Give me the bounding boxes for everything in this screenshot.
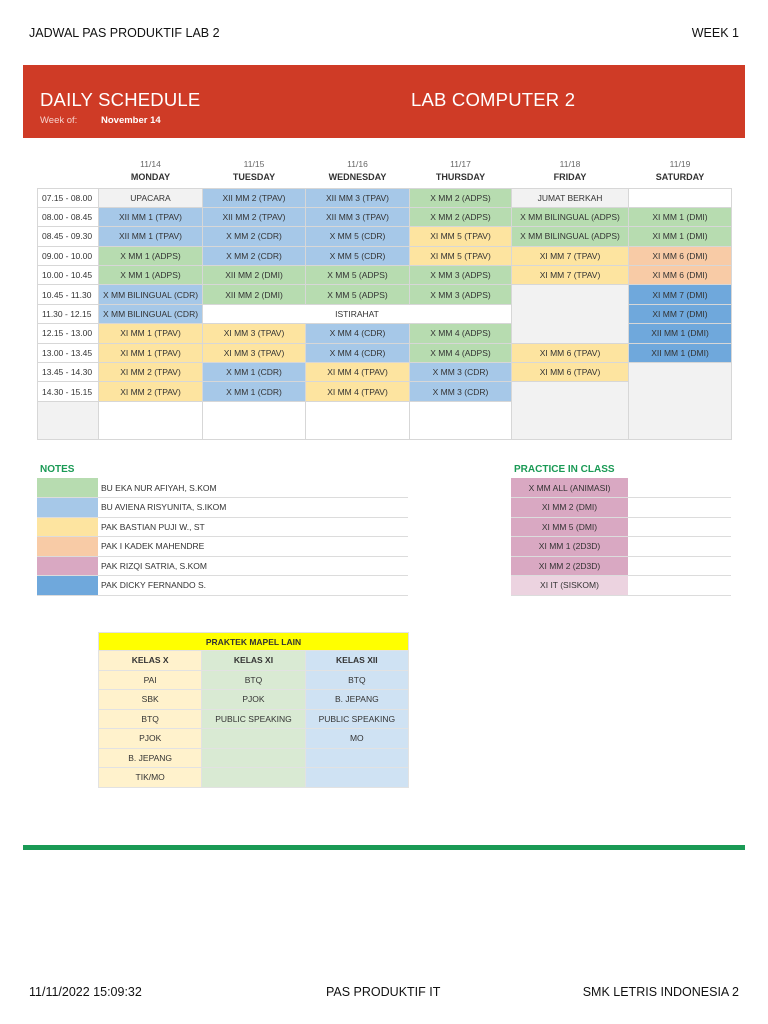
time-cell: 13.45 - 14.30 <box>38 363 99 382</box>
notes-legend <box>37 478 408 596</box>
schedule-cell: XI MM 2 (TPAV) <box>99 363 203 382</box>
header-week: WEEK 1 <box>691 26 739 40</box>
footer-timestamp: 11/11/2022 15:09:32 <box>29 985 142 999</box>
schedule-cell: X MM 4 (CDR) <box>306 324 410 343</box>
empty-cell <box>410 401 512 439</box>
schedule-cell: XII MM 2 (TPAV) <box>203 188 306 207</box>
footer-title: PAS PRODUKTIF IT <box>326 985 441 999</box>
praktek-cell: B. JEPANG <box>99 748 202 768</box>
praktek-cell <box>305 748 408 768</box>
legend-row <box>37 498 408 518</box>
praktek-cell: PAI <box>99 670 202 690</box>
praktek-cell: PUBLIC SPEAKING <box>202 709 305 729</box>
schedule-cell: X MM BILINGUAL (ADPS) <box>512 227 629 246</box>
praktek-cell: PJOK <box>99 729 202 749</box>
legend-name: BU EKA NUR AFIYAH, S.KOM <box>98 478 408 498</box>
practice-class: X MM ALL (ANIMASI) <box>511 478 628 498</box>
time-header <box>38 153 99 188</box>
break-cell: ISTIRAHAT <box>203 304 512 323</box>
legend-swatch <box>37 556 98 576</box>
schedule-cell: X MM 2 (ADPS) <box>410 188 512 207</box>
table-row <box>38 343 732 362</box>
day-header: 11/16 WEDNESDAY <box>328 158 387 182</box>
time-cell: 07.15 - 08.00 <box>38 188 99 207</box>
schedule-cell: XII MM 1 (DMI) <box>629 324 732 343</box>
schedule-cell: XI MM 4 (TPAV) <box>306 382 410 401</box>
schedule-cell: X MM BILINGUAL (CDR) <box>99 304 203 323</box>
table-row <box>38 382 732 401</box>
legend-row <box>37 556 408 576</box>
schedule-cell: X MM 3 (ADPS) <box>410 285 512 304</box>
praktek-cell <box>202 768 305 788</box>
schedule-cell: X MM 4 (ADPS) <box>410 343 512 362</box>
legend-row <box>37 478 408 498</box>
legend-swatch <box>37 478 98 498</box>
schedule-cell: XI MM 1 (DMI) <box>629 207 732 226</box>
schedule-cell: XII MM 1 (DMI) <box>629 343 732 362</box>
schedule-cell: X MM 5 (ADPS) <box>306 285 410 304</box>
table-row <box>99 670 409 690</box>
schedule-cell: XI MM 1 (TPAV) <box>99 324 203 343</box>
column-header: KELAS XII <box>305 651 408 671</box>
legend-row <box>37 537 408 557</box>
schedule-cell: X MM 5 (ADPS) <box>306 266 410 285</box>
schedule-cell: XII MM 3 (TPAV) <box>306 207 410 226</box>
praktek-cell <box>202 748 305 768</box>
time-cell: 10.45 - 11.30 <box>38 285 99 304</box>
praktek-cell: SBK <box>99 690 202 710</box>
table-row <box>99 729 409 749</box>
legend-name: PAK BASTIAN PUJI W., ST <box>98 517 408 537</box>
table-row <box>38 207 732 226</box>
table-row <box>38 188 732 207</box>
banner-lab: LAB COMPUTER 2 <box>411 89 576 110</box>
week-of-label: Week of: <box>40 115 78 126</box>
week-of-value: November 14 <box>101 115 161 126</box>
schedule-cell <box>512 285 629 343</box>
time-cell: 13.00 - 13.45 <box>38 343 99 362</box>
table-row <box>38 266 732 285</box>
legend-swatch <box>37 576 98 596</box>
schedule-cell: XI MM 6 (TPAV) <box>512 343 629 362</box>
legend-swatch <box>37 498 98 518</box>
schedule-cell: XI MM 3 (TPAV) <box>203 343 306 362</box>
day-header: 11/14 MONDAY <box>130 158 171 182</box>
schedule-cell: X MM 2 (CDR) <box>203 246 306 265</box>
day-header: 11/17 THURSDAY <box>435 158 486 182</box>
schedule-cell: XII MM 2 (TPAV) <box>203 207 306 226</box>
schedule-cell: XII MM 1 (TPAV) <box>99 227 203 246</box>
praktek-title: PRAKTEK MAPEL LAIN <box>99 633 409 651</box>
empty-cell <box>99 401 203 439</box>
day-header-row <box>38 153 732 188</box>
practice-row <box>511 498 731 518</box>
schedule-cell: XI MM 5 (TPAV) <box>410 246 512 265</box>
practice-class: XI MM 1 (2D3D) <box>511 537 628 557</box>
schedule-cell <box>629 363 732 440</box>
praktek-title-row <box>99 633 409 651</box>
practice-row <box>511 537 731 557</box>
time-cell: 10.00 - 10.45 <box>38 266 99 285</box>
praktek-cell: BTQ <box>99 709 202 729</box>
practice-label: PRACTICE IN CLASS <box>514 464 615 475</box>
schedule-cell: X MM 4 (CDR) <box>306 343 410 362</box>
practice-class: XI MM 2 (DMI) <box>511 498 628 518</box>
table-row <box>99 748 409 768</box>
schedule-cell: UPACARA <box>99 188 203 207</box>
schedule-cell <box>512 382 629 439</box>
schedule-cell: X MM 3 (ADPS) <box>410 266 512 285</box>
notes-label: NOTES <box>40 464 75 475</box>
legend-name: PAK RIZQI SATRIA, S.KOM <box>98 556 408 576</box>
divider <box>23 845 745 850</box>
praktek-header-row <box>99 651 409 671</box>
column-header: KELAS XI <box>202 651 305 671</box>
empty-cell <box>306 401 410 439</box>
practice-blank <box>628 556 731 576</box>
schedule-cell: JUMAT BERKAH <box>512 188 629 207</box>
table-row <box>99 709 409 729</box>
schedule-cell: XI MM 1 (DMI) <box>629 227 732 246</box>
schedule-cell: XI MM 7 (TPAV) <box>512 246 629 265</box>
legend-swatch <box>37 517 98 537</box>
practice-class: XI MM 2 (2D3D) <box>511 556 628 576</box>
day-header: 11/18 FRIDAY <box>553 158 587 182</box>
schedule-cell: X MM 3 (CDR) <box>410 363 512 382</box>
practice-blank <box>628 498 731 518</box>
legend-name: PAK DICKY FERNANDO S. <box>98 576 408 596</box>
schedule-cell: XI MM 7 (DMI) <box>629 304 732 323</box>
practice-table <box>511 478 731 596</box>
schedule-cell: XI MM 6 (TPAV) <box>512 363 629 382</box>
praktek-cell: BTQ <box>202 670 305 690</box>
praktek-mapel-table <box>98 632 409 788</box>
time-cell: 12.15 - 13.00 <box>38 324 99 343</box>
time-cell: 08.00 - 08.45 <box>38 207 99 226</box>
schedule-cell: XII MM 3 (TPAV) <box>306 188 410 207</box>
time-cell: 08.45 - 09.30 <box>38 227 99 246</box>
schedule-cell: XII MM 2 (DMI) <box>203 285 306 304</box>
practice-blank <box>628 537 731 557</box>
practice-row <box>511 517 731 537</box>
schedule-cell: XI MM 1 (TPAV) <box>99 343 203 362</box>
header-title: JADWAL PAS PRODUKTIF LAB 2 <box>29 26 220 40</box>
schedule-cell: XI MM 7 (DMI) <box>629 285 732 304</box>
time-cell: 09.00 - 10.00 <box>38 246 99 265</box>
schedule-cell: XI MM 4 (TPAV) <box>306 363 410 382</box>
table-row <box>38 363 732 382</box>
time-cell: 11.30 - 12.15 <box>38 304 99 323</box>
schedule-cell: X MM 3 (CDR) <box>410 382 512 401</box>
schedule-cell: X MM 5 (CDR) <box>306 246 410 265</box>
schedule-cell: XI MM 2 (TPAV) <box>99 382 203 401</box>
day-header: 11/19 SATURDAY <box>655 158 705 182</box>
practice-row <box>511 576 731 596</box>
schedule-cell: X MM 2 (CDR) <box>203 227 306 246</box>
banner-title: DAILY SCHEDULE <box>40 89 201 110</box>
schedule-cell: X MM 1 (CDR) <box>203 382 306 401</box>
legend-name: PAK I KADEK MAHENDRE <box>98 537 408 557</box>
schedule-cell: X MM BILINGUAL (ADPS) <box>512 207 629 226</box>
empty-cell <box>38 401 99 439</box>
empty-cell <box>203 401 306 439</box>
praktek-cell: TIK/MO <box>99 768 202 788</box>
schedule-cell: XII MM 2 (DMI) <box>203 266 306 285</box>
schedule-cell <box>629 188 732 207</box>
table-row <box>99 768 409 788</box>
schedule-cell: XII MM 1 (TPAV) <box>99 207 203 226</box>
table-row <box>38 246 732 265</box>
schedule-cell: X MM 1 (ADPS) <box>99 246 203 265</box>
schedule-banner <box>23 65 745 138</box>
praktek-cell <box>202 729 305 749</box>
schedule-cell: X MM 2 (ADPS) <box>410 207 512 226</box>
praktek-cell: PJOK <box>202 690 305 710</box>
schedule-cell: XI MM 5 (TPAV) <box>410 227 512 246</box>
practice-blank <box>628 478 731 498</box>
praktek-cell: PUBLIC SPEAKING <box>305 709 408 729</box>
schedule-cell: XI MM 6 (DMI) <box>629 266 732 285</box>
schedule-cell: X MM 5 (CDR) <box>306 227 410 246</box>
table-row <box>99 690 409 710</box>
practice-row <box>511 556 731 576</box>
schedule-cell: X MM 4 (ADPS) <box>410 324 512 343</box>
column-header: KELAS X <box>99 651 202 671</box>
table-row <box>38 227 732 246</box>
schedule-table <box>37 153 732 440</box>
praktek-cell: B. JEPANG <box>305 690 408 710</box>
page-header <box>29 26 739 42</box>
practice-class: XI MM 5 (DMI) <box>511 517 628 537</box>
praktek-cell: MO <box>305 729 408 749</box>
schedule-cell: XI MM 7 (TPAV) <box>512 266 629 285</box>
legend-swatch <box>37 537 98 557</box>
practice-class: XI IT (SISKOM) <box>511 576 628 596</box>
legend-name: BU AVIENA RISYUNITA, S.IKOM <box>98 498 408 518</box>
praktek-cell: BTQ <box>305 670 408 690</box>
practice-blank <box>628 517 731 537</box>
praktek-cell <box>305 768 408 788</box>
legend-row <box>37 517 408 537</box>
schedule-cell: XI MM 3 (TPAV) <box>203 324 306 343</box>
table-row <box>38 285 732 304</box>
schedule-cell: XI MM 6 (DMI) <box>629 246 732 265</box>
schedule-cell: X MM 1 (CDR) <box>203 363 306 382</box>
footer-school: SMK LETRIS INDONESIA 2 <box>582 985 739 999</box>
schedule-cell: X MM BILINGUAL (CDR) <box>99 285 203 304</box>
schedule-cell: X MM 1 (ADPS) <box>99 266 203 285</box>
practice-blank <box>628 576 731 596</box>
time-cell: 14.30 - 15.15 <box>38 382 99 401</box>
legend-row <box>37 576 408 596</box>
day-header: 11/15 TUESDAY <box>232 158 276 182</box>
practice-row <box>511 478 731 498</box>
